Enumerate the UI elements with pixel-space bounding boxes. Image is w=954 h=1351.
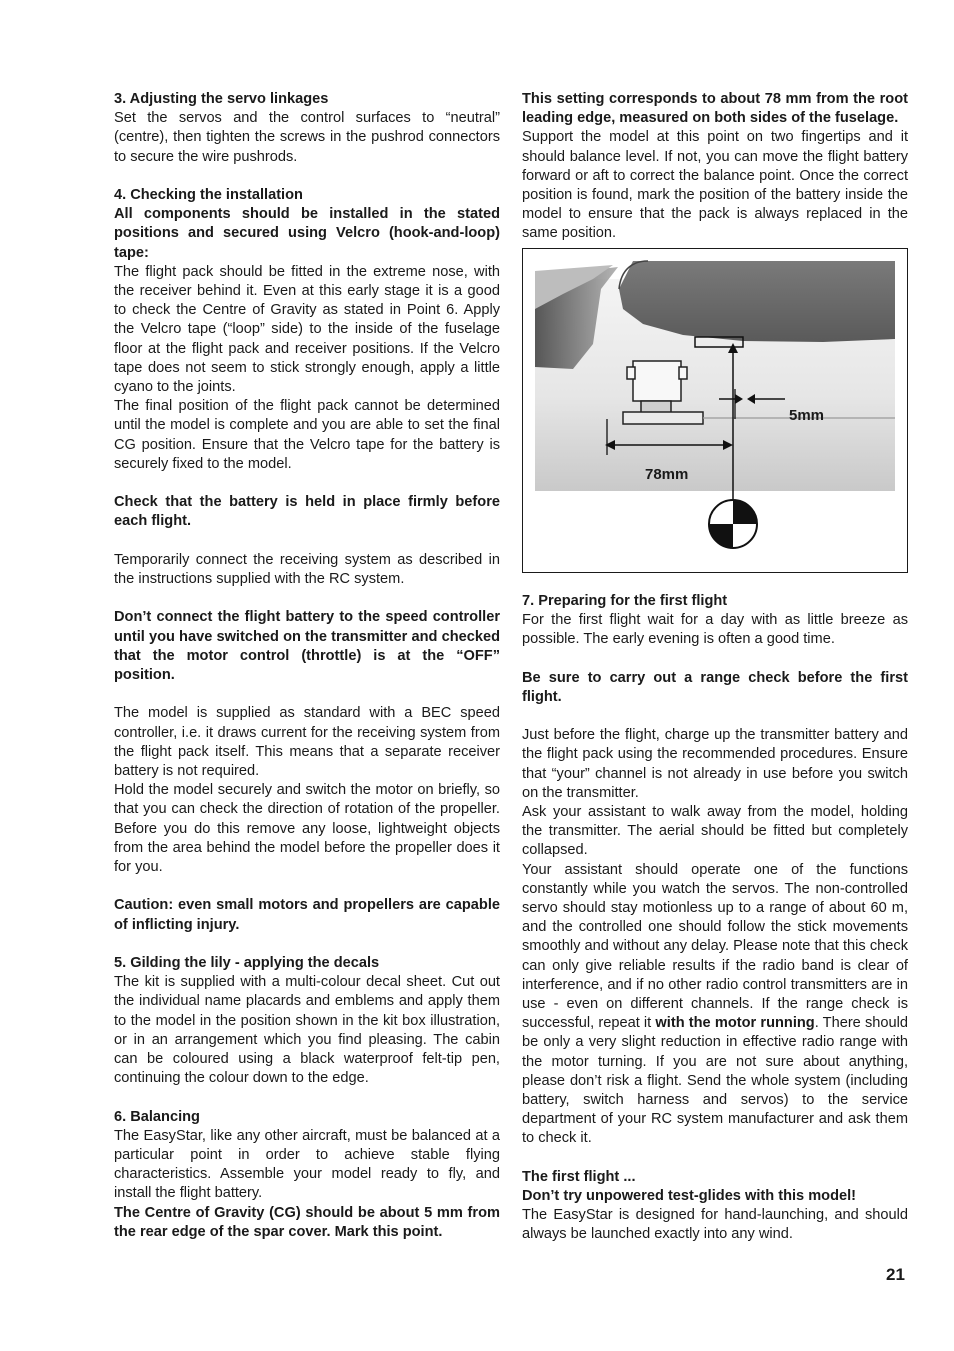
- range-check-bold: with the motor running: [655, 1015, 815, 1032]
- first-flight-heading: The first flight ...: [522, 1168, 636, 1185]
- section-6-body: The EasyStar, like any other aircraft, must be balanced at a particular point in order to achieve stable flying characteristics. Assemble your model ready to fly, and install the flight battery.: [114, 1127, 500, 1202]
- section-3-heading: 3. Adjusting the servo linkages: [114, 91, 329, 107]
- label-5mm: 5mm: [789, 406, 825, 424]
- battery-check-warning: Check that the battery is held in place firmly before each flight.: [114, 494, 500, 530]
- setting-bold-paragraph: This setting corresponds to about 78 mm from the root leading edge, measured on both sides of the fuselage.: [522, 91, 908, 127]
- unpowered-warning: Don’t try unpowered test-glides with this model!: [522, 1188, 857, 1205]
- section-7-heading: 7. Preparing for the first flight: [522, 592, 728, 609]
- section-4-paragraph-2: The final position of the flight pack cannot be determined until the model is complete and you are able to set the final CG position. Ensure that the Velcro tape for the battery is securely fixed to the model.: [114, 398, 500, 472]
- section-3-body: Set the servos and the control surfaces to “neutral” (centre), then tighten the screws in the pushrod connectors to secure the wire pushrods.: [114, 110, 500, 165]
- section-5-body: The kit is supplied with a multi-colour decal sheet. Cut out the individual name placards and emblems and apply them to the model in the position shown in the kit box illustration, or in an arrangement which you find pleasing. The cabin can be coloured using a black waterproof felt-tip pen, continuing the colour down to the edge.: [114, 974, 500, 1087]
- cg-symbol-icon: [709, 500, 757, 548]
- label-78mm: 78mm: [645, 465, 689, 483]
- dont-connect-warning: Don’t connect the flight battery to the speed controller until you have switched on the transmitter and checked that the motor control (throttle) is at the “OFF” position.: [114, 609, 500, 684]
- section-6-cg-bold: The Centre of Gravity (CG) should be about 5 mm from the rear edge of the spar cover. Mark this point.: [114, 1204, 500, 1240]
- range-check-text-b: . There should be only a very slight reduction in effective radio range with the motor turning. If you are not sure about anything, please don’t risk a flight. Send the whole system (including battery, switch harness and servos) to the service department of your RC system manufacturer and ask them to check it.: [522, 1015, 908, 1147]
- cg-diagram: [522, 248, 908, 573]
- section-6-heading: 6. Balancing: [114, 1108, 200, 1125]
- hand-launch-paragraph: The EasyStar is designed for hand-launching, and should always be launched exactly into any wind.: [522, 1207, 908, 1243]
- section-5-heading: 5. Gilding the lily - applying the decals: [114, 955, 380, 972]
- range-check-paragraph: [522, 861, 908, 1149]
- cg-diagram-drawing: [523, 249, 907, 572]
- right-column: [522, 90, 908, 1245]
- assistant-paragraph: Ask your assistant to walk away from the model, holding the transmitter. The aerial should be fitted but completely collapsed.: [522, 804, 908, 859]
- page-number: 21: [886, 1265, 905, 1284]
- just-before-flight-paragraph: Just before the flight, charge up the transmitter battery and the flight pack using the recommended procedures. Ensure that “your” channel is not already in use before you switch on the transmitter.: [522, 727, 908, 801]
- section-4-paragraph-1: The flight pack should be fitted in the extreme nose, with the receiver behind it. Even at this early stage it is a good to check the Centre of Gravity as stated in Point 6. Apply the Velcro tape (“loop” side) to the inside of the fuselage floor at the flight pack and receiver positions. If the Velcro tape does not seem to stick strongly enough, apply a little cyano to the joints.: [114, 263, 500, 396]
- support-model-paragraph: Support the model at this point on two fingertips and it should balance level. If not, you can move the flight battery forward or aft to correct the balance point. Once the correct position is found, mark the position of the battery inside the model to ensure that the pack is always replaced in the same position.: [522, 129, 908, 242]
- temporary-connect-paragraph: Temporarily connect the receiving system as described in the instructions supplied with the RC system.: [114, 551, 500, 588]
- range-check-text-a: Your assistant should operate one of the functions constantly while you watch the servos. The non-controlled servo should stay motionless up to a range of about 60 m, and the controlled one should follow the stick movements smoothly and without any delay. Please note that this check can only give reliable results if the radio band is clear of interference, and if no other radio control transmitters are in use - even on different channels. If the range check is successful, repeat it: [522, 861, 908, 1032]
- section-4-heading: 4. Checking the installation: [114, 187, 303, 203]
- section-7-body: For the first flight wait for a day with as little breeze as possible. The early evening is often a good time.: [522, 612, 908, 648]
- section-4-bold-intro: All components should be installed in the stated positions and secured using Velcro (hook-and-loop) tape:: [114, 206, 500, 261]
- caution-warning: Caution: even small motors and propellers are capable of inflicting injury.: [114, 897, 500, 933]
- left-column: [114, 90, 500, 1242]
- range-check-warning: Be sure to carry out a range check before the first flight.: [522, 669, 908, 705]
- bec-paragraph: The model is supplied as standard with a BEC speed controller, i.e. it draws current for the receiving system from the flight pack itself. This means that a separate receiver battery is not required.: [114, 705, 500, 780]
- hold-model-paragraph: Hold the model securely and switch the motor on briefly, so that you can check the direction of rotation of the propeller. Before you do this remove any loose, lightweight objects from the area behind the model before the propeller does it for you.: [114, 782, 500, 876]
